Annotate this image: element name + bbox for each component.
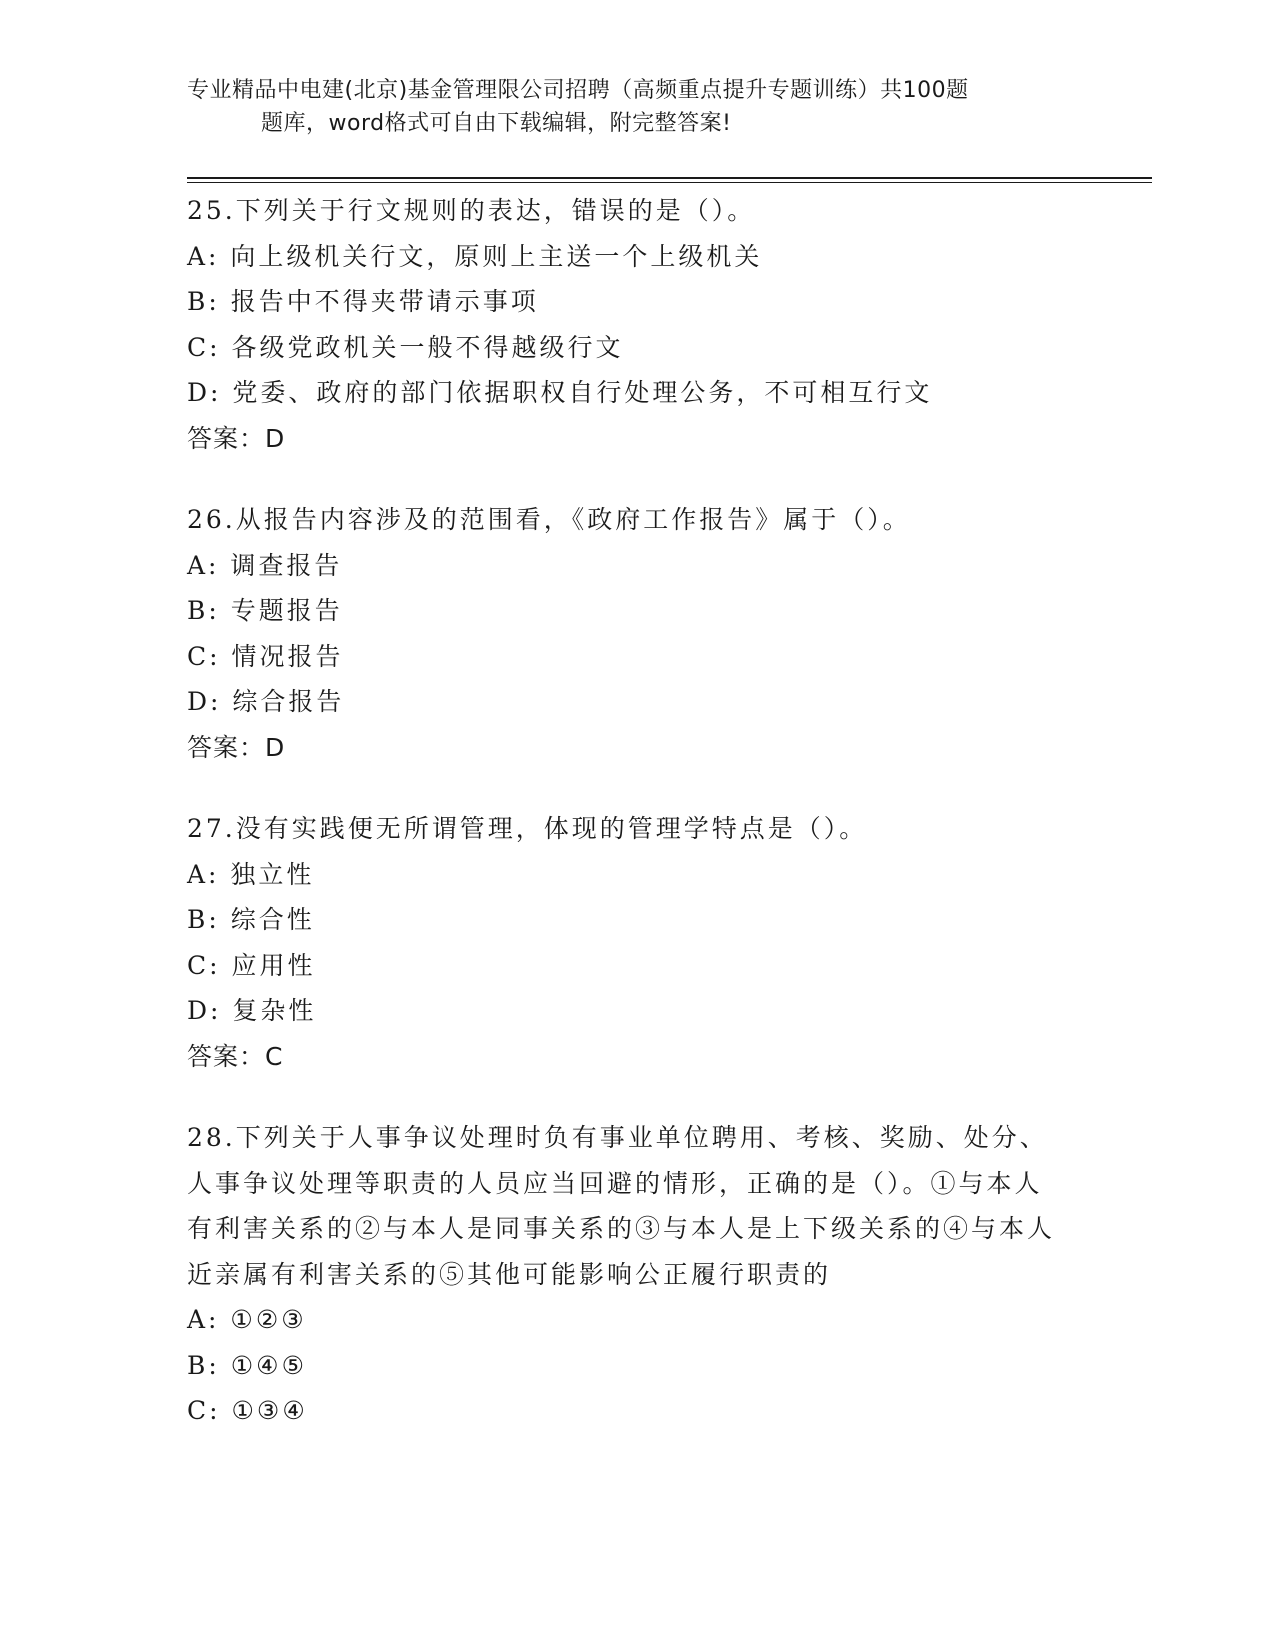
question-stem: 27.没有实践便无所谓管理，体现的管理学特点是（）。 xyxy=(187,814,868,843)
question-28 xyxy=(187,1115,1067,1434)
question-26 xyxy=(187,497,1067,770)
option-c: C: ①③④ xyxy=(187,1396,308,1425)
option-d: D: 复杂性 xyxy=(187,996,317,1025)
option-b: B: 综合性 xyxy=(187,905,315,934)
option-d: D: 党委、政府的部门依据职权自行处理公务，不可相互行文 xyxy=(187,378,933,407)
option-c: C: 情况报告 xyxy=(187,641,344,671)
option-a: A: 调查报告 xyxy=(187,550,343,580)
question-stem: 25.下列关于行文规则的表达，错误的是（）。 xyxy=(187,196,756,225)
header-divider-thin xyxy=(187,182,1152,183)
answer-line: 答案：D xyxy=(187,423,286,453)
question-stem: 26.从报告内容涉及的范围看，《政府工作报告》属于（）。 xyxy=(187,505,911,534)
option-b: B: ①④⑤ xyxy=(187,1350,307,1380)
header-title-line-2: 题库，word格式可自由下载编辑，附完整答案! xyxy=(261,111,732,136)
question-stem: 28.下列关于人事争议处理时负有事业单位聘用、考核、奖励、处分、人事争议处理等职责的人员应当回避的情形，正确的是（）。①与本人有利害关系的②与本人是同事关系的③与本人是上下级关系的④与本人近亲属有利害关系的⑤其他可能影响公正履行职责的 xyxy=(187,1123,1056,1289)
option-c: C: 应用性 xyxy=(187,950,316,980)
question-list xyxy=(187,188,1067,1470)
question-27 xyxy=(187,806,1067,1079)
option-b: B: 报告中不得夹带请示事项 xyxy=(187,287,539,316)
question-25 xyxy=(187,188,1067,461)
header-divider-thick xyxy=(187,177,1152,179)
option-d: D: 综合报告 xyxy=(187,687,345,716)
option-c: C: 各级党政机关一般不得越级行文 xyxy=(187,332,624,362)
document-header xyxy=(187,74,1067,140)
option-a: A: 向上级机关行文，原则上主送一个上级机关 xyxy=(187,241,763,271)
answer-line: 答案：C xyxy=(187,1041,284,1071)
option-a: A: ①②③ xyxy=(187,1305,307,1334)
option-a: A: 独立性 xyxy=(187,859,315,889)
header-title-line-1: 专业精品中电建(北京)基金管理限公司招聘（高频重点提升专题训练）共100题 xyxy=(187,78,969,103)
option-b: B: 专题报告 xyxy=(187,596,343,625)
answer-line: 答案：D xyxy=(187,732,286,762)
